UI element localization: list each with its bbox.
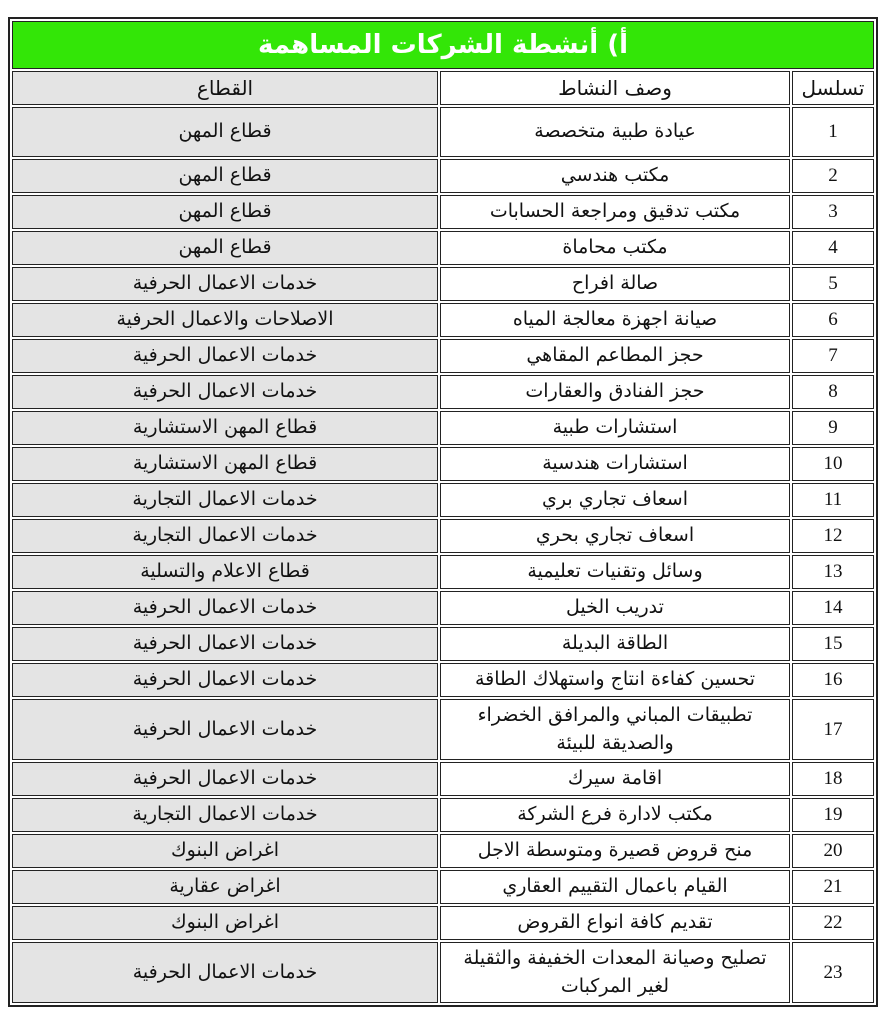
sector-cell: اغراض عقارية [12,870,438,904]
table-row [12,107,874,157]
table-title: أ) أنشطة الشركات المساهمة [12,21,874,69]
sector-cell: قطاع المهن [12,107,438,157]
table-row [12,339,874,373]
serial-cell: 22 [792,906,874,940]
table-row [12,447,874,481]
table-row [12,267,874,301]
table-row [12,375,874,409]
sector-cell: خدمات الاعمال الحرفية [12,699,438,760]
activity-cell: اسعاف تجاري بري [440,483,790,517]
table-row [12,942,874,1003]
table-row [12,195,874,229]
serial-cell: 3 [792,195,874,229]
table-row [12,231,874,265]
title-row [12,21,874,69]
activity-cell: استشارات طبية [440,411,790,445]
table-row [12,762,874,796]
sector-cell: قطاع الاعلام والتسلية [12,555,438,589]
table-row [12,834,874,868]
table-row [12,555,874,589]
activity-cell: مكتب لادارة فرع الشركة [440,798,790,832]
activity-cell: تحسين كفاءة انتاج واستهلاك الطاقة [440,663,790,697]
sector-cell: خدمات الاعمال الحرفية [12,663,438,697]
sector-cell: خدمات الاعمال الحرفية [12,591,438,625]
activity-cell: مكتب هندسي [440,159,790,193]
activity-cell: صيانة اجهزة معالجة المياه [440,303,790,337]
sector-cell: قطاع المهن الاستشارية [12,447,438,481]
serial-cell: 18 [792,762,874,796]
activity-cell: اقامة سيرك [440,762,790,796]
activities-table [8,17,878,1007]
activity-cell: وسائل وتقنيات تعليمية [440,555,790,589]
table-row [12,159,874,193]
sector-cell: خدمات الاعمال الحرفية [12,339,438,373]
table-row [12,483,874,517]
activity-cell: القيام باعمال التقييم العقاري [440,870,790,904]
table-row [12,699,874,760]
table-row [12,591,874,625]
sector-cell: قطاع المهن [12,231,438,265]
activity-cell: تطبيقات المباني والمرافق الخضراء والصديقة للبيئة [440,699,790,760]
activity-cell: حجز المطاعم المقاهي [440,339,790,373]
table-row [12,906,874,940]
sector-cell: خدمات الاعمال الحرفية [12,375,438,409]
serial-cell: 16 [792,663,874,697]
serial-cell: 21 [792,870,874,904]
sector-cell: خدمات الاعمال الحرفية [12,942,438,1003]
activity-cell: تدريب الخيل [440,591,790,625]
serial-cell: 7 [792,339,874,373]
sector-cell: قطاع المهن [12,159,438,193]
serial-cell: 4 [792,231,874,265]
table-row [12,798,874,832]
activity-cell: اسعاف تجاري بحري [440,519,790,553]
column-header-row [12,71,874,105]
serial-cell: 8 [792,375,874,409]
activity-cell: مكتب محاماة [440,231,790,265]
serial-cell: 20 [792,834,874,868]
table-row [12,303,874,337]
sector-cell: قطاع المهن [12,195,438,229]
sector-cell: الاصلاحات والاعمال الحرفية [12,303,438,337]
serial-cell: 14 [792,591,874,625]
sector-cell: اغراض البنوك [12,906,438,940]
sector-cell: خدمات الاعمال التجارية [12,798,438,832]
sector-cell: اغراض البنوك [12,834,438,868]
activity-cell: مكتب تدقيق ومراجعة الحسابات [440,195,790,229]
activity-cell: منح قروض قصيرة ومتوسطة الاجل [440,834,790,868]
serial-cell: 15 [792,627,874,661]
serial-cell: 19 [792,798,874,832]
activity-cell: تصليح وصيانة المعدات الخفيفة والثقيلة لغير المركبات [440,942,790,1003]
table-row [12,870,874,904]
sector-cell: قطاع المهن الاستشارية [12,411,438,445]
activity-cell: تقديم كافة انواع القروض [440,906,790,940]
serial-cell: 12 [792,519,874,553]
table-body [12,107,874,1003]
activity-cell: عيادة طبية متخصصة [440,107,790,157]
table-row [12,663,874,697]
serial-cell: 5 [792,267,874,301]
activity-cell: الطاقة البديلة [440,627,790,661]
sector-cell: خدمات الاعمال التجارية [12,519,438,553]
serial-cell: 23 [792,942,874,1003]
column-header-serial: تسلسل [792,71,874,105]
column-header-activity: وصف النشاط [440,71,790,105]
activity-cell: صالة افراح [440,267,790,301]
table-row [12,411,874,445]
serial-cell: 1 [792,107,874,157]
serial-cell: 13 [792,555,874,589]
sector-cell: خدمات الاعمال الحرفية [12,267,438,301]
serial-cell: 17 [792,699,874,760]
sector-cell: خدمات الاعمال التجارية [12,483,438,517]
serial-cell: 2 [792,159,874,193]
serial-cell: 11 [792,483,874,517]
sector-cell: خدمات الاعمال الحرفية [12,762,438,796]
column-header-sector: القطاع [12,71,438,105]
activity-cell: حجز الفنادق والعقارات [440,375,790,409]
serial-cell: 9 [792,411,874,445]
sector-cell: خدمات الاعمال الحرفية [12,627,438,661]
serial-cell: 6 [792,303,874,337]
activity-cell: استشارات هندسية [440,447,790,481]
table-row [12,519,874,553]
table-row [12,627,874,661]
serial-cell: 10 [792,447,874,481]
